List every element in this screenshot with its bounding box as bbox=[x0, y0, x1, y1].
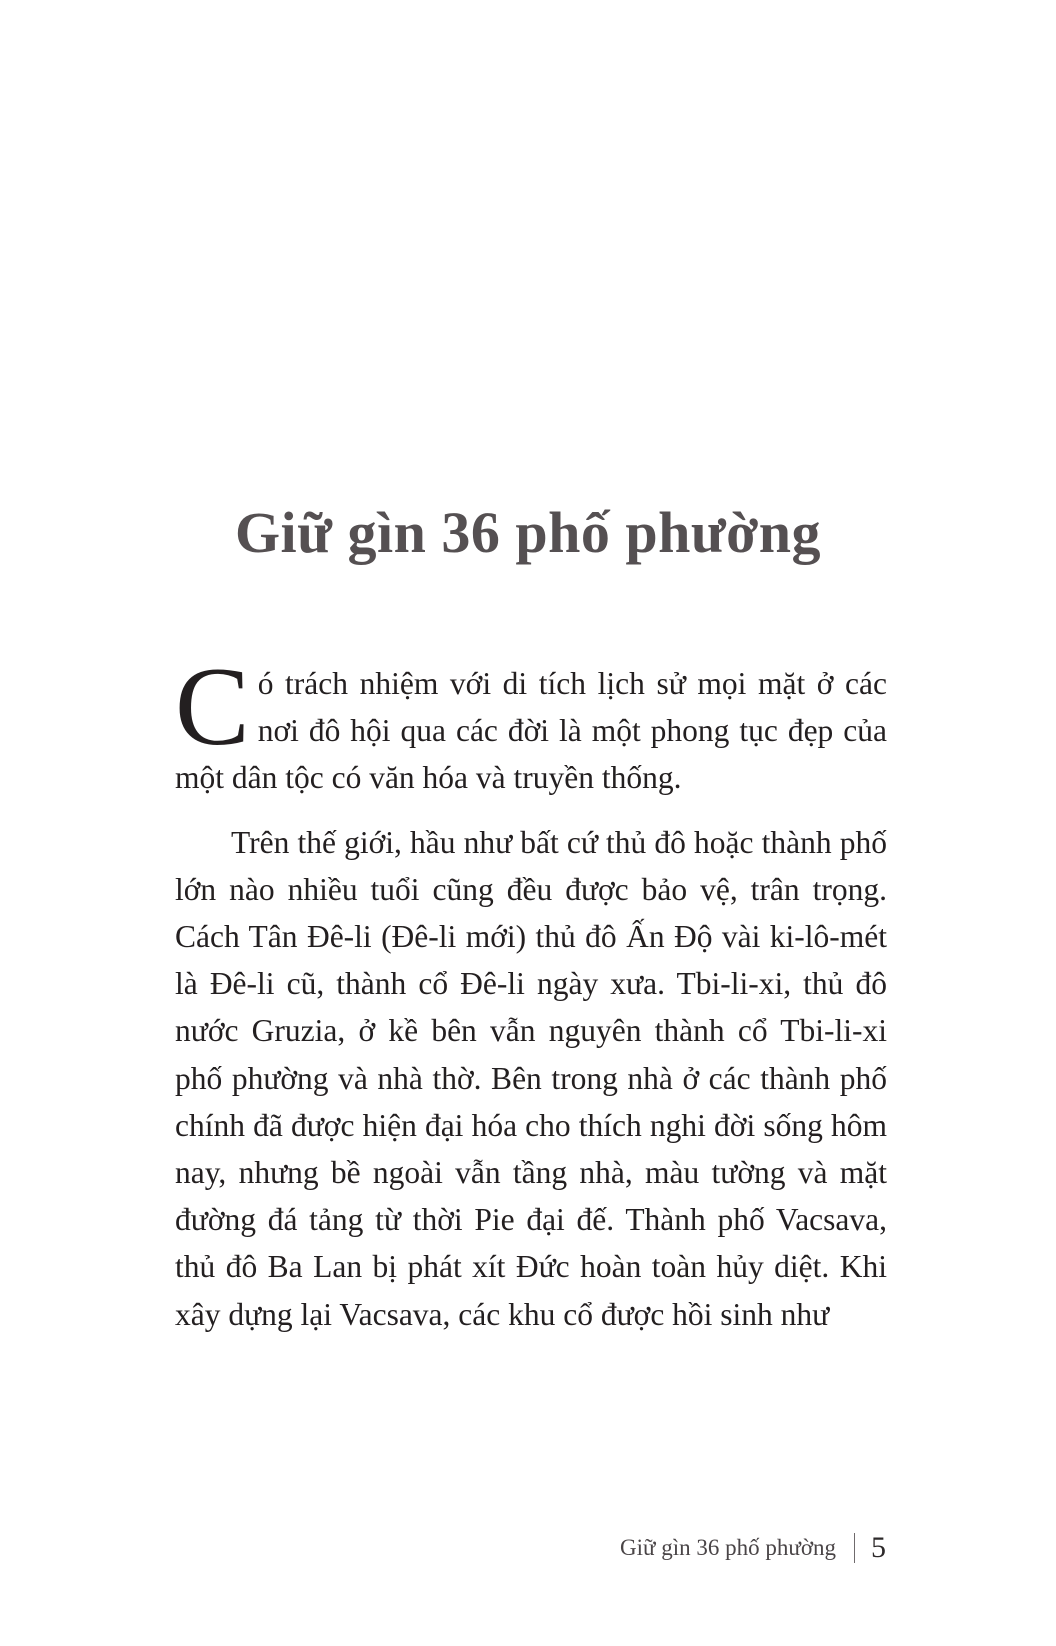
page-number: 5 bbox=[871, 1531, 886, 1564]
first-paragraph-text: ó trách nhiệm với di tích lịch sử mọi mặt ở các nơi đô hội qua các đời là một phong tục đẹp của một dân tộc có văn hóa và truyền thống. bbox=[175, 666, 887, 796]
first-paragraph bbox=[175, 645, 887, 802]
footer-divider bbox=[854, 1533, 855, 1563]
body-text bbox=[175, 645, 887, 1338]
chapter-title: Giữ gìn 36 phố phường bbox=[234, 499, 822, 565]
page-footer bbox=[620, 1528, 886, 1568]
running-title: Giữ gìn 36 phố phường bbox=[620, 1535, 836, 1560]
drop-cap: C bbox=[175, 645, 250, 769]
second-paragraph: Trên thế giới, hầu như bất cứ thủ đô hoặc thành phố lớn nào nhiều tuổi cũng đều được bảo vệ, trân trọng. Cách Tân Đê-li (Đê-li mới) thủ đô Ấn Độ vài ki-lô-mét là Đê-li cũ, thành cổ Đê-li ngày xưa. Tbi-li-xi, thủ đô nước Gruzia, ở kề bên vẫn nguyên thành cổ Tbi-li-xi phố phường và nhà thờ. Bên trong nhà ở các thành phố chính đã được hiện đại hóa cho thích nghi đời sống hôm nay, nhưng bề ngoài vẫn tầng nhà, màu tường và mặt đường đá tảng từ thời Pie đại đế. Thành phố Vacsava, thủ đô Ba Lan bị phát xít Đức hoàn toàn hủy diệt. Khi xây dựng lại Vacsava, các khu cổ được hồi sinh như bbox=[175, 824, 887, 1332]
